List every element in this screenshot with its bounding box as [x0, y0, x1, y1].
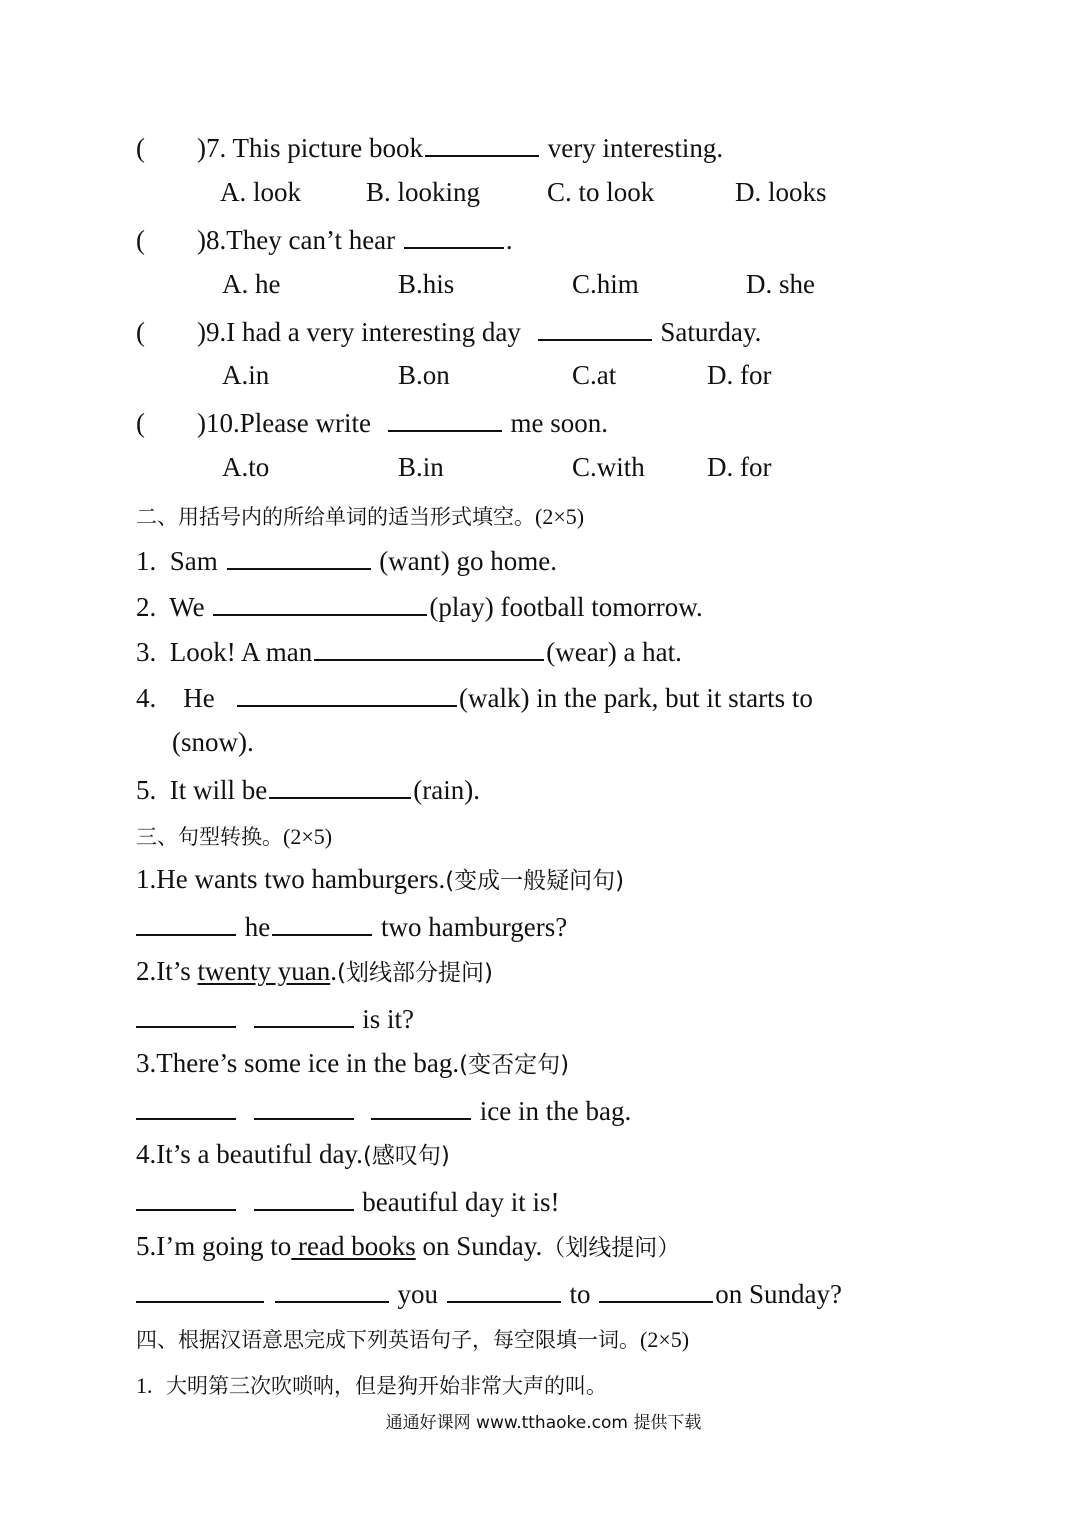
answer-blank[interactable]	[314, 633, 544, 661]
option-d: D. she	[746, 269, 815, 299]
transform-a4	[136, 1183, 559, 1219]
answer-blank[interactable]	[136, 1092, 236, 1120]
answer-blank[interactable]	[425, 129, 539, 157]
section-3-heading	[136, 818, 332, 854]
transform-a2	[136, 1000, 414, 1036]
transform-q5	[136, 1229, 680, 1265]
answer-blank[interactable]	[538, 313, 652, 341]
answer-blank[interactable]	[254, 1092, 354, 1120]
answer-text: he	[238, 912, 271, 942]
answer-blank[interactable]	[599, 1275, 713, 1303]
answer-text: beautiful day it is!	[355, 1187, 560, 1217]
fill-item-4-continued	[172, 725, 254, 759]
section-score: (2×5)	[640, 1327, 690, 1352]
option-c: C.with	[572, 452, 645, 482]
answer-blank[interactable]	[447, 1275, 561, 1303]
answer-paren: (	[136, 408, 145, 438]
question-text: 2.It’s	[136, 956, 198, 986]
option-c: C.at	[572, 360, 617, 390]
option-a: A.to	[222, 452, 270, 482]
question-hint: （划线提问）	[542, 1235, 681, 1261]
answer-blank[interactable]	[136, 1183, 236, 1211]
question-hint: (划线部分提问)	[337, 960, 493, 986]
question-text: very interesting.	[540, 133, 724, 163]
answer-text: ice in the bag.	[473, 1096, 632, 1126]
question-number: )7.	[197, 133, 233, 163]
question-7	[136, 129, 723, 165]
answer-paren: (	[136, 225, 145, 255]
answer-text: two hamburgers?	[374, 912, 568, 942]
answer-text: on Sunday?	[715, 1279, 842, 1309]
underlined-text: twenty yuan	[197, 956, 331, 986]
option-c: C. to look	[547, 177, 655, 207]
question-10	[136, 404, 608, 440]
answer-paren: (	[136, 317, 145, 347]
item-number: 3.	[136, 637, 157, 667]
item-text: (wear) a hat.	[546, 637, 682, 667]
answer-blank[interactable]	[272, 908, 372, 936]
question-hint: (变成一般疑问句)	[445, 868, 625, 894]
answer-blank[interactable]	[404, 221, 504, 249]
question-text: Please write	[239, 408, 378, 438]
answer-blank[interactable]	[254, 1183, 354, 1211]
transform-q2	[136, 954, 493, 990]
answer-blank[interactable]	[269, 771, 411, 799]
answer-blank[interactable]	[275, 1275, 389, 1303]
answer-blank[interactable]	[136, 1275, 264, 1303]
question-text: 4.It’s a beautiful day.	[136, 1139, 363, 1169]
question-hint: (变否定句)	[459, 1052, 570, 1078]
section-title: 三、句型转换。	[136, 825, 283, 849]
fill-item-2	[136, 588, 703, 624]
transform-q1	[136, 862, 624, 898]
question-text: 3.There’s some ice in the bag.	[136, 1048, 460, 1078]
item-text: He	[183, 683, 222, 713]
answer-blank[interactable]	[213, 588, 427, 616]
item-number: 4.	[136, 683, 157, 713]
question-text: 1.He wants two hamburgers.	[136, 864, 446, 894]
section-score: (2×5)	[535, 504, 585, 529]
item-text: We	[169, 592, 212, 622]
item-text: (play) football tomorrow.	[429, 592, 703, 622]
option-b: B. looking	[366, 177, 481, 207]
option-b: B.in	[398, 452, 444, 482]
footer-source: 通通好课网 www.tthaoke.com 提供下载	[385, 1413, 702, 1433]
question-9	[136, 313, 761, 349]
translate-q1	[136, 1367, 607, 1403]
answer-blank[interactable]	[388, 404, 502, 432]
answer-blank[interactable]	[254, 1000, 354, 1028]
option-d: D. for	[707, 452, 772, 482]
transform-a5	[136, 1275, 842, 1311]
answer-blank[interactable]	[371, 1092, 471, 1120]
option-d: D. looks	[735, 177, 827, 207]
option-b: B.his	[398, 269, 455, 299]
question-text: .	[330, 956, 337, 986]
question-text: I had a very interesting day	[226, 317, 528, 347]
question-number: )10.	[197, 408, 240, 438]
answer-blank[interactable]	[237, 679, 457, 707]
question-text: They can’t hear	[226, 225, 402, 255]
item-text: (rain).	[413, 775, 480, 805]
underlined-text: read books	[291, 1231, 416, 1261]
option-c: C.him	[572, 269, 639, 299]
option-a: A.in	[222, 360, 270, 390]
item-number: 1.	[136, 1373, 153, 1398]
question-text: 大明第三次吹唢呐，但是狗开始非常大声的叫。	[166, 1374, 607, 1398]
section-4-heading	[136, 1321, 689, 1357]
transform-q3	[136, 1046, 569, 1082]
question-text: on Sunday.	[415, 1231, 543, 1261]
option-d: D. for	[707, 360, 772, 390]
option-a: A. he	[222, 269, 281, 299]
answer-blank[interactable]	[136, 1000, 236, 1028]
item-text: Sam	[169, 546, 225, 576]
option-b: B.on	[398, 360, 450, 390]
question-text: .	[505, 225, 513, 255]
item-text: (walk) in the park, but it starts to	[458, 683, 813, 713]
option-a: A. look	[220, 177, 301, 207]
item-text: (want) go home.	[372, 546, 557, 576]
section-2-heading	[136, 498, 584, 534]
answer-blank[interactable]	[136, 908, 236, 936]
question-text: me soon.	[503, 408, 608, 438]
transform-a3	[136, 1092, 631, 1128]
item-text: (snow).	[172, 727, 254, 757]
transform-a1	[136, 908, 567, 944]
answer-blank[interactable]	[227, 542, 371, 570]
question-text: This picture book	[232, 133, 423, 163]
transform-q4	[136, 1137, 450, 1173]
item-number: 2.	[136, 592, 157, 622]
fill-item-4	[136, 679, 813, 715]
question-number: )9.	[197, 317, 227, 347]
question-8	[136, 221, 513, 257]
answer-text: you	[390, 1279, 445, 1309]
section-title: 四、根据汉语意思完成下列英语句子，每空限填一词。	[136, 1328, 640, 1352]
question-text: 5.I’m going to	[136, 1231, 292, 1261]
fill-item-5	[136, 771, 480, 807]
item-text: Look! A man	[169, 637, 313, 667]
fill-item-3	[136, 633, 682, 669]
item-number: 5.	[136, 775, 157, 805]
question-text: Saturday.	[653, 317, 762, 347]
answer-text: to	[562, 1279, 598, 1309]
item-number: 1.	[136, 546, 157, 576]
fill-item-1	[136, 542, 557, 578]
question-hint: (感叹句)	[362, 1143, 450, 1169]
item-text: It will be	[169, 775, 268, 805]
question-number: )8.	[197, 225, 227, 255]
section-score: (2×5)	[283, 824, 333, 849]
answer-text: is it?	[355, 1004, 414, 1034]
section-title: 二、用括号内的所给单词的适当形式填空。	[136, 505, 535, 529]
answer-paren: (	[136, 133, 145, 163]
